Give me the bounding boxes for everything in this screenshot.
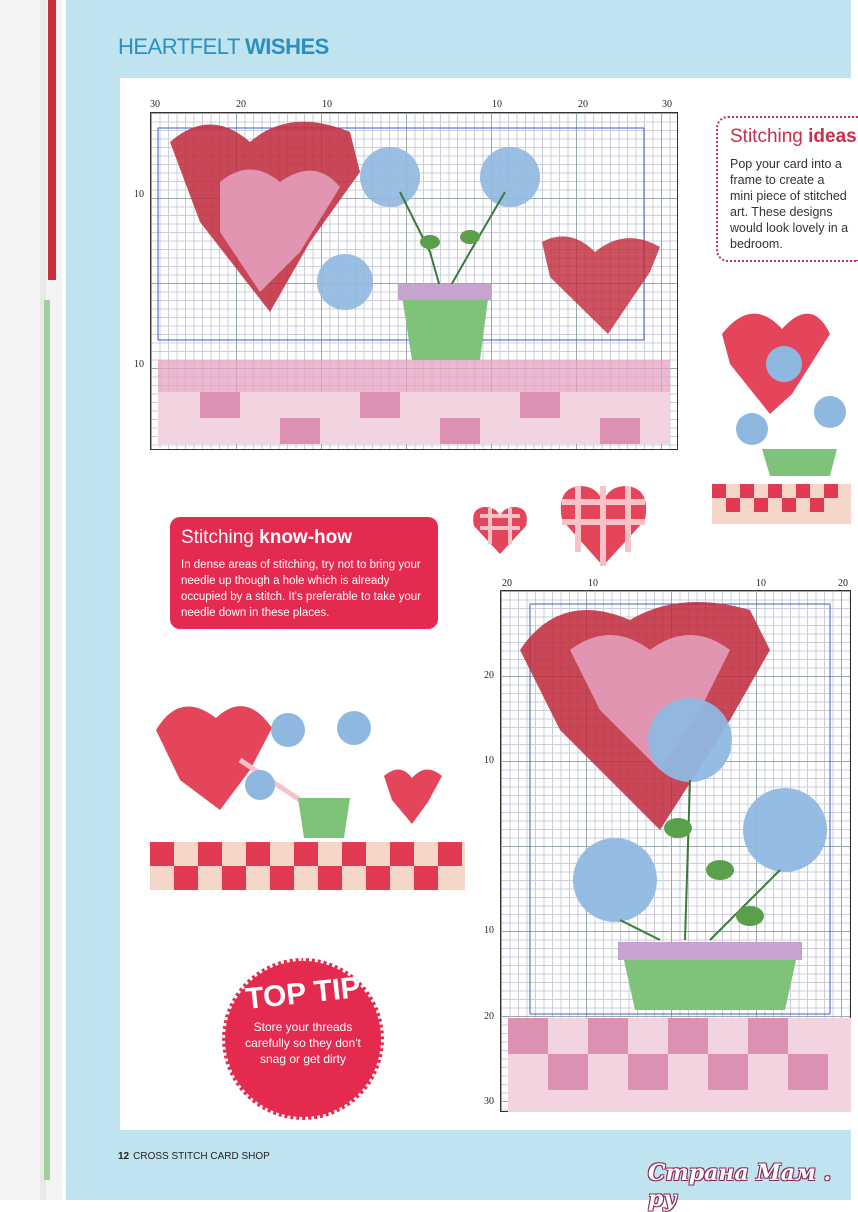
flower-right <box>743 788 827 872</box>
stitching-knowhow-box <box>170 517 438 629</box>
stitched-sample-hearts-flowers <box>150 690 465 895</box>
ruler-top-5: 20 <box>578 99 588 110</box>
top-tip-title: TOP TIP <box>243 971 363 1016</box>
ruler-top-3: 10 <box>322 99 332 110</box>
ruler-b-top-3: 10 <box>756 578 766 589</box>
ruler-b-left-4: 20 <box>484 1011 494 1022</box>
stitching-ideas-callout <box>716 116 858 262</box>
flower-stems <box>400 192 505 287</box>
ruler-b-top-2: 10 <box>588 578 598 589</box>
flower-right <box>480 147 540 207</box>
sample-flower <box>271 713 305 747</box>
ruler-b-left-3: 10 <box>484 925 494 936</box>
ideas-title <box>730 126 857 148</box>
sample-flower <box>245 770 275 800</box>
top-tip-body: Store your threads carefully so they don't snag or get dirty <box>245 1020 361 1066</box>
sample-flower <box>337 711 371 745</box>
sample-flower <box>766 346 802 382</box>
sample-small-heart <box>384 769 442 824</box>
sample-flower <box>736 413 768 445</box>
leaf <box>664 818 692 838</box>
pot-rim <box>618 942 802 960</box>
sample-flower <box>814 396 846 428</box>
pot-rim <box>398 284 492 300</box>
chart-top-artwork <box>150 112 678 450</box>
page-title <box>118 34 329 60</box>
flower-left <box>360 147 420 207</box>
ruler-top-1: 30 <box>150 99 160 110</box>
small-heart-motif <box>542 236 660 334</box>
ruler-left-2: 10 <box>134 359 144 370</box>
ideas-title-light: Stitching <box>730 126 803 147</box>
leaf <box>420 235 440 249</box>
sample-pot <box>298 798 350 838</box>
magazine-name: CROSS STITCH CARD SHOP <box>133 1151 270 1162</box>
knowhow-title-light: Stitching <box>181 527 254 548</box>
ideas-body: Pop your card into a frame to create a mini piece of stitched art. These designs would look lovely in a bedroom. <box>730 157 849 251</box>
ruler-b-top-1: 20 <box>502 578 512 589</box>
ruler-b-left-1: 20 <box>484 670 494 681</box>
chart-bottom-artwork <box>500 590 851 1112</box>
sample-pot <box>762 449 837 476</box>
knowhow-title <box>181 527 352 549</box>
top-tip-badge <box>222 958 384 1120</box>
ruler-b-left-5: 30 <box>484 1096 494 1107</box>
ruler-b-left-2: 10 <box>484 755 494 766</box>
page-footer <box>118 1151 270 1162</box>
ruler-b-top-4: 20 <box>838 578 848 589</box>
leaf <box>706 860 734 880</box>
page-number: 12 <box>118 1151 130 1162</box>
checker-band-top <box>158 360 670 392</box>
leaf <box>736 906 764 926</box>
flower-top <box>648 698 732 782</box>
knowhow-body: In dense areas of stitching, try not to bring your needle up though a hole which is already occupied by a stitch. It's preferable to take your needle down in these places. <box>181 559 421 619</box>
title-bold: WISHES <box>245 34 329 59</box>
knowhow-title-bold: know-how <box>259 527 353 548</box>
stitched-small-heart-2 <box>556 482 651 568</box>
leaf <box>460 230 480 244</box>
cross-stitch-chart-top <box>150 112 678 450</box>
spine-green-band <box>44 300 50 1180</box>
title-light: HEARTFELT <box>118 34 240 59</box>
ruler-top-6: 30 <box>662 99 672 110</box>
site-watermark: Страна Мам . ру <box>648 1160 832 1212</box>
spine-red-band <box>48 0 56 280</box>
flower-bottom <box>317 254 373 310</box>
cross-stitch-chart-bottom <box>500 590 851 1112</box>
stitched-sample-heart-pot <box>712 304 851 524</box>
ruler-left-1: 10 <box>134 189 144 200</box>
stitched-small-heart-1 <box>470 504 530 556</box>
ideas-title-bold: ideas <box>808 126 857 147</box>
ruler-top-2: 20 <box>236 99 246 110</box>
flower-left <box>573 838 657 922</box>
ruler-top-4: 10 <box>492 99 502 110</box>
